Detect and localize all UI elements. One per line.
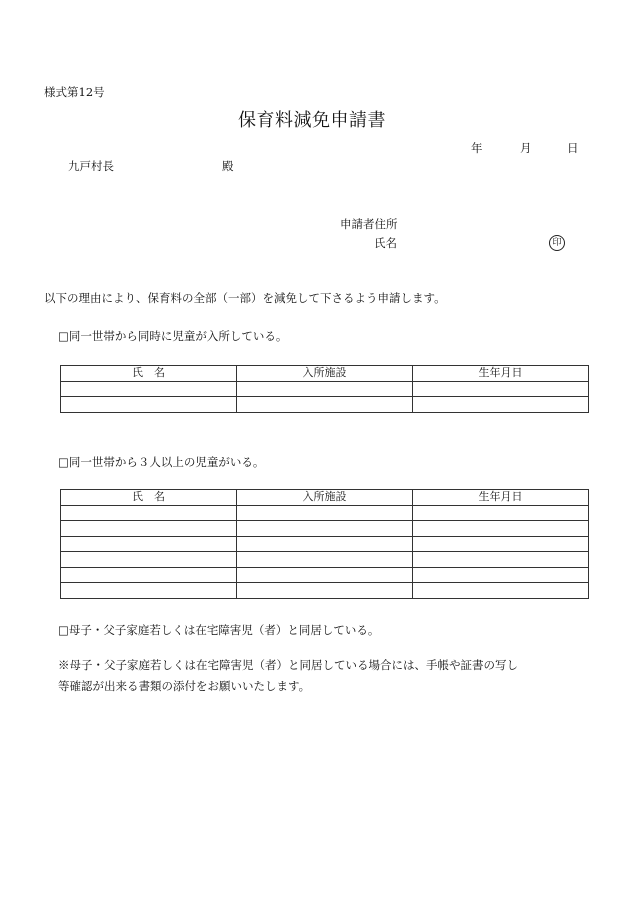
header-birthdate: 生年月日 (413, 366, 589, 382)
cell-facility[interactable] (237, 397, 413, 413)
table-row (61, 552, 589, 568)
applicant-name-label: 氏名 (374, 236, 397, 250)
table-header-row (61, 366, 589, 382)
cell-birthdate[interactable] (413, 567, 589, 583)
header-facility: 入所施設 (237, 366, 413, 382)
cell-birthdate[interactable] (413, 505, 589, 521)
table-row (61, 567, 589, 583)
note-line-1: ※母子・父子家庭若しくは在宅障害児（者）と同居している場合には、手帳や証書の写し (58, 658, 518, 672)
cell-facility[interactable] (237, 381, 413, 397)
section3-label: □母子・父子家庭若しくは在宅障害児（者）と同居している。 (58, 623, 380, 637)
cell-facility[interactable] (237, 567, 413, 583)
table-row (61, 381, 589, 397)
table-header-row (61, 490, 589, 506)
section1-table (60, 365, 589, 413)
addressee-village-head: 九戸村長 (68, 159, 114, 173)
section2-label: □同一世帯から３人以上の児童がいる。 (58, 455, 265, 469)
cell-birthdate[interactable] (413, 521, 589, 537)
cell-name[interactable] (61, 397, 237, 413)
cell-birthdate[interactable] (413, 536, 589, 552)
cell-name[interactable] (61, 552, 237, 568)
cell-facility[interactable] (237, 583, 413, 599)
cell-facility[interactable] (237, 505, 413, 521)
cell-facility[interactable] (237, 552, 413, 568)
table-row (61, 521, 589, 537)
cell-birthdate[interactable] (413, 397, 589, 413)
header-birthdate: 生年月日 (413, 490, 589, 506)
cell-birthdate[interactable] (413, 583, 589, 599)
note-line-2: 等確認が出来る書類の添付をお願いいたします。 (58, 679, 311, 693)
page-title: 保育料減免申請書 (238, 110, 386, 131)
cell-name[interactable] (61, 583, 237, 599)
cell-name[interactable] (61, 381, 237, 397)
section1-label: □同一世帯から同時に児童が入所している。 (58, 329, 288, 343)
table-row (61, 397, 589, 413)
cell-facility[interactable] (237, 521, 413, 537)
table-row (61, 583, 589, 599)
cell-birthdate[interactable] (413, 381, 589, 397)
cell-facility[interactable] (237, 536, 413, 552)
date-month: 月 (520, 141, 532, 155)
table-row (61, 505, 589, 521)
cell-name[interactable] (61, 521, 237, 537)
date-year: 年 (471, 141, 483, 155)
header-facility: 入所施設 (237, 490, 413, 506)
header-name: 氏 名 (61, 490, 237, 506)
addressee-honorific: 殿 (222, 159, 234, 173)
intro-text: 以下の理由により、保育料の全部（一部）を減免して下さるよう申請します。 (44, 291, 446, 305)
seal-mark: 印 (549, 235, 565, 251)
cell-name[interactable] (61, 567, 237, 583)
form-number: 様式第12号 (44, 85, 105, 99)
header-name: 氏 名 (61, 366, 237, 382)
table-row (61, 536, 589, 552)
cell-name[interactable] (61, 505, 237, 521)
date-day: 日 (567, 141, 579, 155)
section2-table (60, 489, 589, 599)
applicant-address-label: 申請者住所 (340, 217, 398, 231)
cell-birthdate[interactable] (413, 552, 589, 568)
cell-name[interactable] (61, 536, 237, 552)
